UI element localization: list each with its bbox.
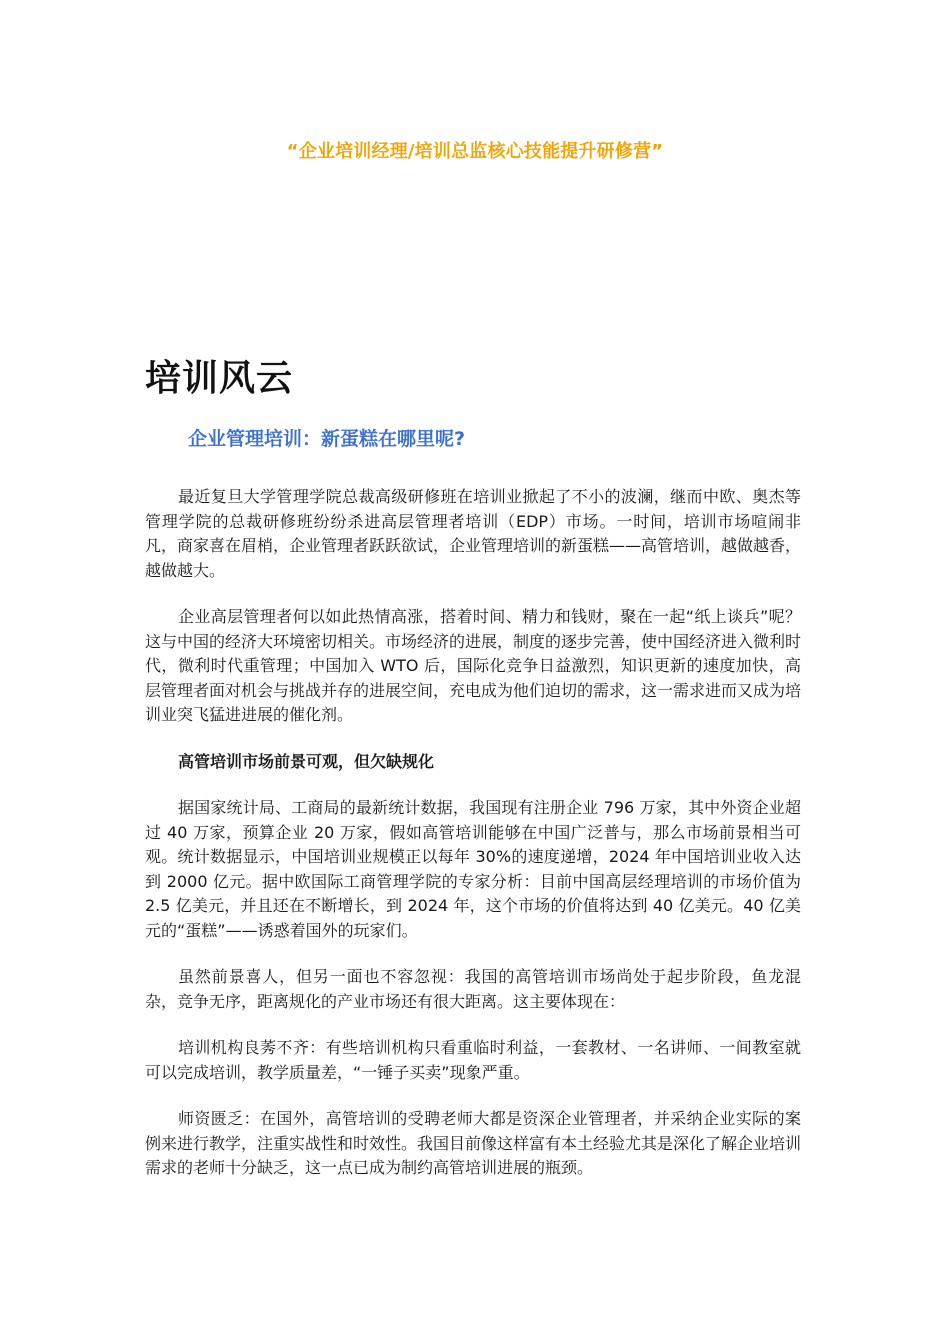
paragraph-market-issues: 虽然前景喜人，但另一面也不容忽视：我国的高管培训市场尚处于起步阶段，鱼龙混杂，竞争无序，距离规化的产业市场还有很大距离。这主要体现在： xyxy=(145,967,801,1011)
course-banner: “企业培训经理/培训总监核心技能提升研修营” xyxy=(286,141,664,162)
page-title: 培训风云 xyxy=(145,358,294,399)
article-body xyxy=(145,485,801,1203)
paragraph-demand: 企业高层管理者何以如此热情高涨，搭着时间、精力和钱财，聚在一起“纸上谈兵”呢？这与中国的经济大环境密切相关。市场经济的进展，制度的逐步完善，使中国经济进入微利时代，微利时代重管理；中国加入 WTO 后，国际化竞争日益激烈，知识更新的速度加快，高层管理者面对机会与挑战并存的进展空间，充电成为他们迫切的需求，这一需求进而又成为培训业突飞猛进进展的催化剂。 xyxy=(145,607,802,724)
paragraph-intro: 最近复旦大学管理学院总裁高级研修班在培训业掀起了不小的波澜，继而中欧、奥杰等管理学院的总裁研修班纷纷杀进高层管理者培训（EDP）市场。一时间，培训市场喧闹非凡，商家喜在眉梢，企业管理者跃跃欲试，企业管理培训的新蛋糕——高管培训，越做越香，越做越大。 xyxy=(145,487,802,580)
paragraph-institutions: 培训机构良莠不齐：有些培训机构只看重临时利益，一套教材、一名讲师、一间教室就可以完成培训，教学质量差，“一锤子买卖”现象严重。 xyxy=(145,1038,801,1082)
paragraph-teachers: 师资匮乏：在国外，高管培训的受聘老师大都是资深企业管理者，并采纳企业实际的案例来进行教学，注重实战性和时效性。我国目前像这样富有本土经验尤其是深化了解企业培训需求的老师十分缺乏，这一点已成为制约高管培训进展的瓶颈。 xyxy=(145,1109,802,1177)
article-subtitle: 企业管理培训：新蛋糕在哪里呢? xyxy=(188,428,466,450)
section-heading: 高管培训市场前景可观，但欠缺规化 xyxy=(178,751,435,771)
paragraph-market-data: 据国家统计局、工商局的最新统计数据，我国现有注册企业 796 万家，其中外资企业超过 40 万家，预算企业 20 万家，假如高管培训能够在中国广泛普与，那么市场前景相当可观。统计数据显示，中国培训业规模正以每年 30%的速度递增，2024 年中国培训业收入达到 2000 亿元。据中欧国际工商管理学院的专家分析：目前中国高层经理培训的市场价值为 2.5 亿美元，并且还在不断增长，到 2024 年，这个市场的价值将达到 40 亿美元。40 亿美元的“蛋糕”——诱惑着国外的玩家们。 xyxy=(145,798,801,940)
